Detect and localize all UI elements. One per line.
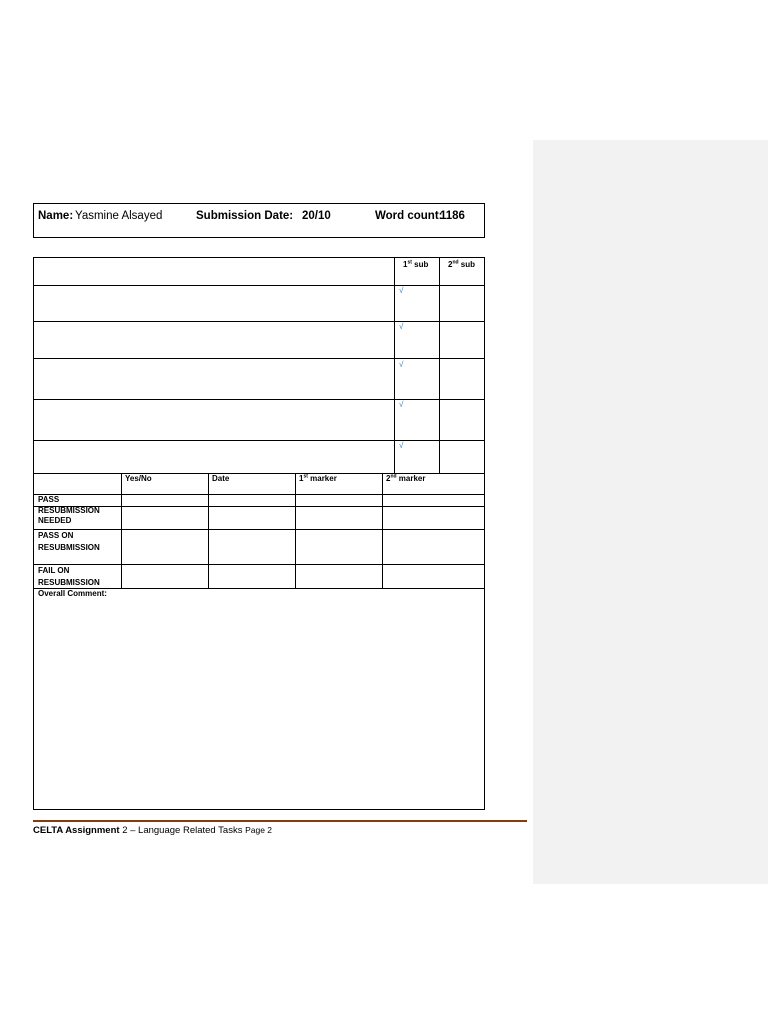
row-pass-on-resubmission-label: PASS ON RESUBMISSION: [38, 531, 100, 552]
word-count-value: 1186: [440, 210, 465, 222]
tick-row-1: √: [399, 286, 404, 295]
footer-title-bold: CELTA Assignment: [33, 825, 120, 836]
page-number: Page 2: [245, 825, 273, 835]
second-sub-header: 2nd sub: [448, 259, 476, 269]
footer-title-rest: 2 – Language Related Tasks: [119, 825, 243, 836]
tick-row-3: √: [399, 360, 404, 369]
first-sub-header: 1st sub: [403, 259, 429, 269]
name-value: Yasmine Alsayed: [75, 210, 163, 222]
tick-row-2: √: [399, 322, 404, 331]
result-table: [33, 473, 485, 810]
row-fail-on-resubmission-label: FAIL ON RESUBMISSION: [38, 566, 100, 587]
tick-row-5: √: [399, 441, 404, 450]
overall-comment-label: Overall Comment:: [38, 589, 107, 598]
yes-no-header: Yes/No: [125, 474, 152, 483]
row-resubmission-needed-label: RESUBMISSION NEEDED: [38, 506, 100, 525]
name-label: Name:: [38, 210, 74, 222]
row-pass-label: PASS: [38, 495, 60, 504]
first-marker-header: 1st marker: [299, 473, 337, 483]
submission-date-label: Submission Date:: [196, 210, 294, 222]
tick-row-4: √: [399, 400, 404, 409]
page-footer: [33, 825, 272, 836]
date-header: Date: [212, 474, 230, 483]
comment-pane: [533, 140, 768, 884]
submission-header: [33, 203, 485, 238]
criteria-table: [33, 257, 485, 474]
second-marker-header: 2nd marker: [386, 473, 426, 483]
word-count-label: Word count:: [375, 210, 443, 222]
submission-date-value: 20/10: [302, 210, 331, 222]
footer-rule: [33, 820, 527, 822]
